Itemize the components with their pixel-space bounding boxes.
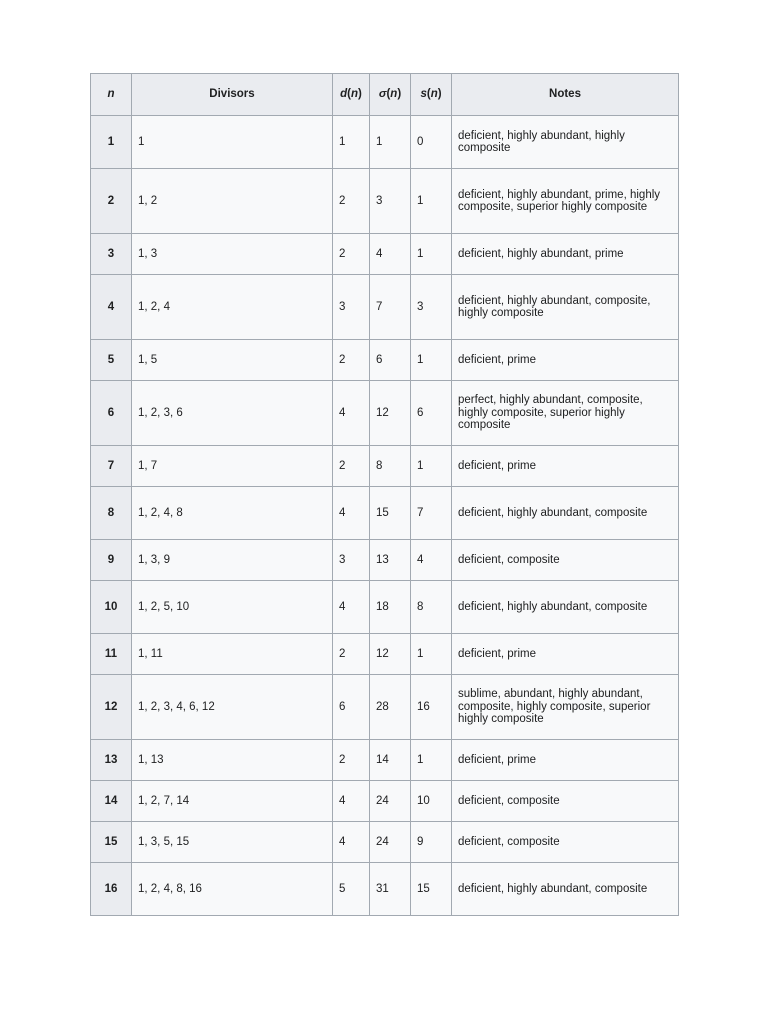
- cell-n: 9: [91, 540, 132, 581]
- cell-s: 1: [411, 740, 452, 781]
- table-row: [91, 740, 679, 781]
- cell-d: 4: [333, 581, 370, 634]
- cell-notes: deficient, highly abundant, composite: [452, 487, 679, 540]
- header-divisors: Divisors: [132, 74, 333, 116]
- cell-s: 1: [411, 634, 452, 675]
- cell-n: 12: [91, 675, 132, 740]
- cell-notes: perfect, highly abundant, composite, highly composite, superior highly composite: [452, 381, 679, 446]
- cell-n: 11: [91, 634, 132, 675]
- table-row: [91, 863, 679, 916]
- cell-sigma: 7: [370, 275, 411, 340]
- cell-n: 4: [91, 275, 132, 340]
- cell-divisors: 1, 2: [132, 169, 333, 234]
- cell-sigma: 8: [370, 446, 411, 487]
- cell-sigma: 28: [370, 675, 411, 740]
- cell-divisors: 1, 2, 4, 8: [132, 487, 333, 540]
- cell-divisors: 1, 13: [132, 740, 333, 781]
- cell-sigma: 1: [370, 116, 411, 169]
- cell-divisors: 1, 3, 5, 15: [132, 822, 333, 863]
- table-row: [91, 581, 679, 634]
- cell-d: 2: [333, 340, 370, 381]
- cell-sigma: 12: [370, 381, 411, 446]
- cell-n: 1: [91, 116, 132, 169]
- cell-n: 3: [91, 234, 132, 275]
- cell-notes: deficient, prime: [452, 740, 679, 781]
- cell-d: 2: [333, 446, 370, 487]
- cell-d: 2: [333, 169, 370, 234]
- cell-s: 1: [411, 340, 452, 381]
- cell-notes: sublime, abundant, highly abundant, composite, highly composite, superior highly composite: [452, 675, 679, 740]
- cell-sigma: 3: [370, 169, 411, 234]
- cell-d: 4: [333, 781, 370, 822]
- cell-sigma: 4: [370, 234, 411, 275]
- cell-s: 10: [411, 781, 452, 822]
- table-row: [91, 234, 679, 275]
- table-row: [91, 634, 679, 675]
- cell-d: 2: [333, 234, 370, 275]
- cell-notes: deficient, prime: [452, 340, 679, 381]
- cell-sigma: 15: [370, 487, 411, 540]
- cell-n: 2: [91, 169, 132, 234]
- cell-s: 8: [411, 581, 452, 634]
- cell-d: 1: [333, 116, 370, 169]
- cell-notes: deficient, composite: [452, 781, 679, 822]
- cell-divisors: 1, 3: [132, 234, 333, 275]
- cell-sigma: 6: [370, 340, 411, 381]
- cell-divisors: 1, 2, 5, 10: [132, 581, 333, 634]
- header-notes: Notes: [452, 74, 679, 116]
- cell-s: 0: [411, 116, 452, 169]
- cell-d: 2: [333, 634, 370, 675]
- cell-sigma: 24: [370, 781, 411, 822]
- cell-notes: deficient, highly abundant, prime, highly composite, superior highly composite: [452, 169, 679, 234]
- table-row: [91, 340, 679, 381]
- header-s-of-n: s(n): [411, 74, 452, 116]
- cell-s: 1: [411, 169, 452, 234]
- header-sigma-of-n: σ(n): [370, 74, 411, 116]
- cell-s: 16: [411, 675, 452, 740]
- table-row: [91, 822, 679, 863]
- cell-divisors: 1, 5: [132, 340, 333, 381]
- cell-notes: deficient, highly abundant, prime: [452, 234, 679, 275]
- cell-n: 6: [91, 381, 132, 446]
- cell-n: 5: [91, 340, 132, 381]
- cell-notes: deficient, highly abundant, composite: [452, 581, 679, 634]
- cell-s: 15: [411, 863, 452, 916]
- cell-d: 2: [333, 740, 370, 781]
- cell-n: 8: [91, 487, 132, 540]
- cell-divisors: 1, 2, 4: [132, 275, 333, 340]
- cell-divisors: 1: [132, 116, 333, 169]
- cell-sigma: 12: [370, 634, 411, 675]
- cell-divisors: 1, 3, 9: [132, 540, 333, 581]
- table-row: [91, 781, 679, 822]
- cell-n: 10: [91, 581, 132, 634]
- cell-notes: deficient, highly abundant, composite, highly composite: [452, 275, 679, 340]
- cell-divisors: 1, 2, 4, 8, 16: [132, 863, 333, 916]
- table-row: [91, 446, 679, 487]
- cell-notes: deficient, highly abundant, composite: [452, 863, 679, 916]
- cell-sigma: 13: [370, 540, 411, 581]
- table-row: [91, 675, 679, 740]
- cell-s: 1: [411, 446, 452, 487]
- header-n: n: [91, 74, 132, 116]
- cell-d: 5: [333, 863, 370, 916]
- table-row: [91, 275, 679, 340]
- cell-notes: deficient, composite: [452, 540, 679, 581]
- cell-s: 4: [411, 540, 452, 581]
- cell-sigma: 31: [370, 863, 411, 916]
- cell-d: 4: [333, 487, 370, 540]
- cell-notes: deficient, prime: [452, 446, 679, 487]
- table-row: [91, 169, 679, 234]
- cell-n: 13: [91, 740, 132, 781]
- divisor-table: [90, 73, 679, 916]
- table-row: [91, 540, 679, 581]
- cell-s: 6: [411, 381, 452, 446]
- cell-notes: deficient, composite: [452, 822, 679, 863]
- cell-n: 7: [91, 446, 132, 487]
- header-d-of-n: d(n): [333, 74, 370, 116]
- cell-s: 9: [411, 822, 452, 863]
- cell-d: 3: [333, 540, 370, 581]
- cell-divisors: 1, 11: [132, 634, 333, 675]
- cell-d: 4: [333, 381, 370, 446]
- table-row: [91, 381, 679, 446]
- cell-sigma: 24: [370, 822, 411, 863]
- cell-s: 7: [411, 487, 452, 540]
- cell-notes: deficient, prime: [452, 634, 679, 675]
- cell-sigma: 18: [370, 581, 411, 634]
- cell-divisors: 1, 2, 3, 4, 6, 12: [132, 675, 333, 740]
- cell-n: 16: [91, 863, 132, 916]
- table-row: [91, 487, 679, 540]
- cell-divisors: 1, 2, 3, 6: [132, 381, 333, 446]
- cell-divisors: 1, 2, 7, 14: [132, 781, 333, 822]
- cell-s: 3: [411, 275, 452, 340]
- cell-n: 14: [91, 781, 132, 822]
- cell-notes: deficient, highly abundant, highly composite: [452, 116, 679, 169]
- cell-divisors: 1, 7: [132, 446, 333, 487]
- cell-d: 6: [333, 675, 370, 740]
- cell-sigma: 14: [370, 740, 411, 781]
- cell-d: 4: [333, 822, 370, 863]
- cell-d: 3: [333, 275, 370, 340]
- table-row: [91, 116, 679, 169]
- header-row: [91, 74, 679, 116]
- cell-s: 1: [411, 234, 452, 275]
- cell-n: 15: [91, 822, 132, 863]
